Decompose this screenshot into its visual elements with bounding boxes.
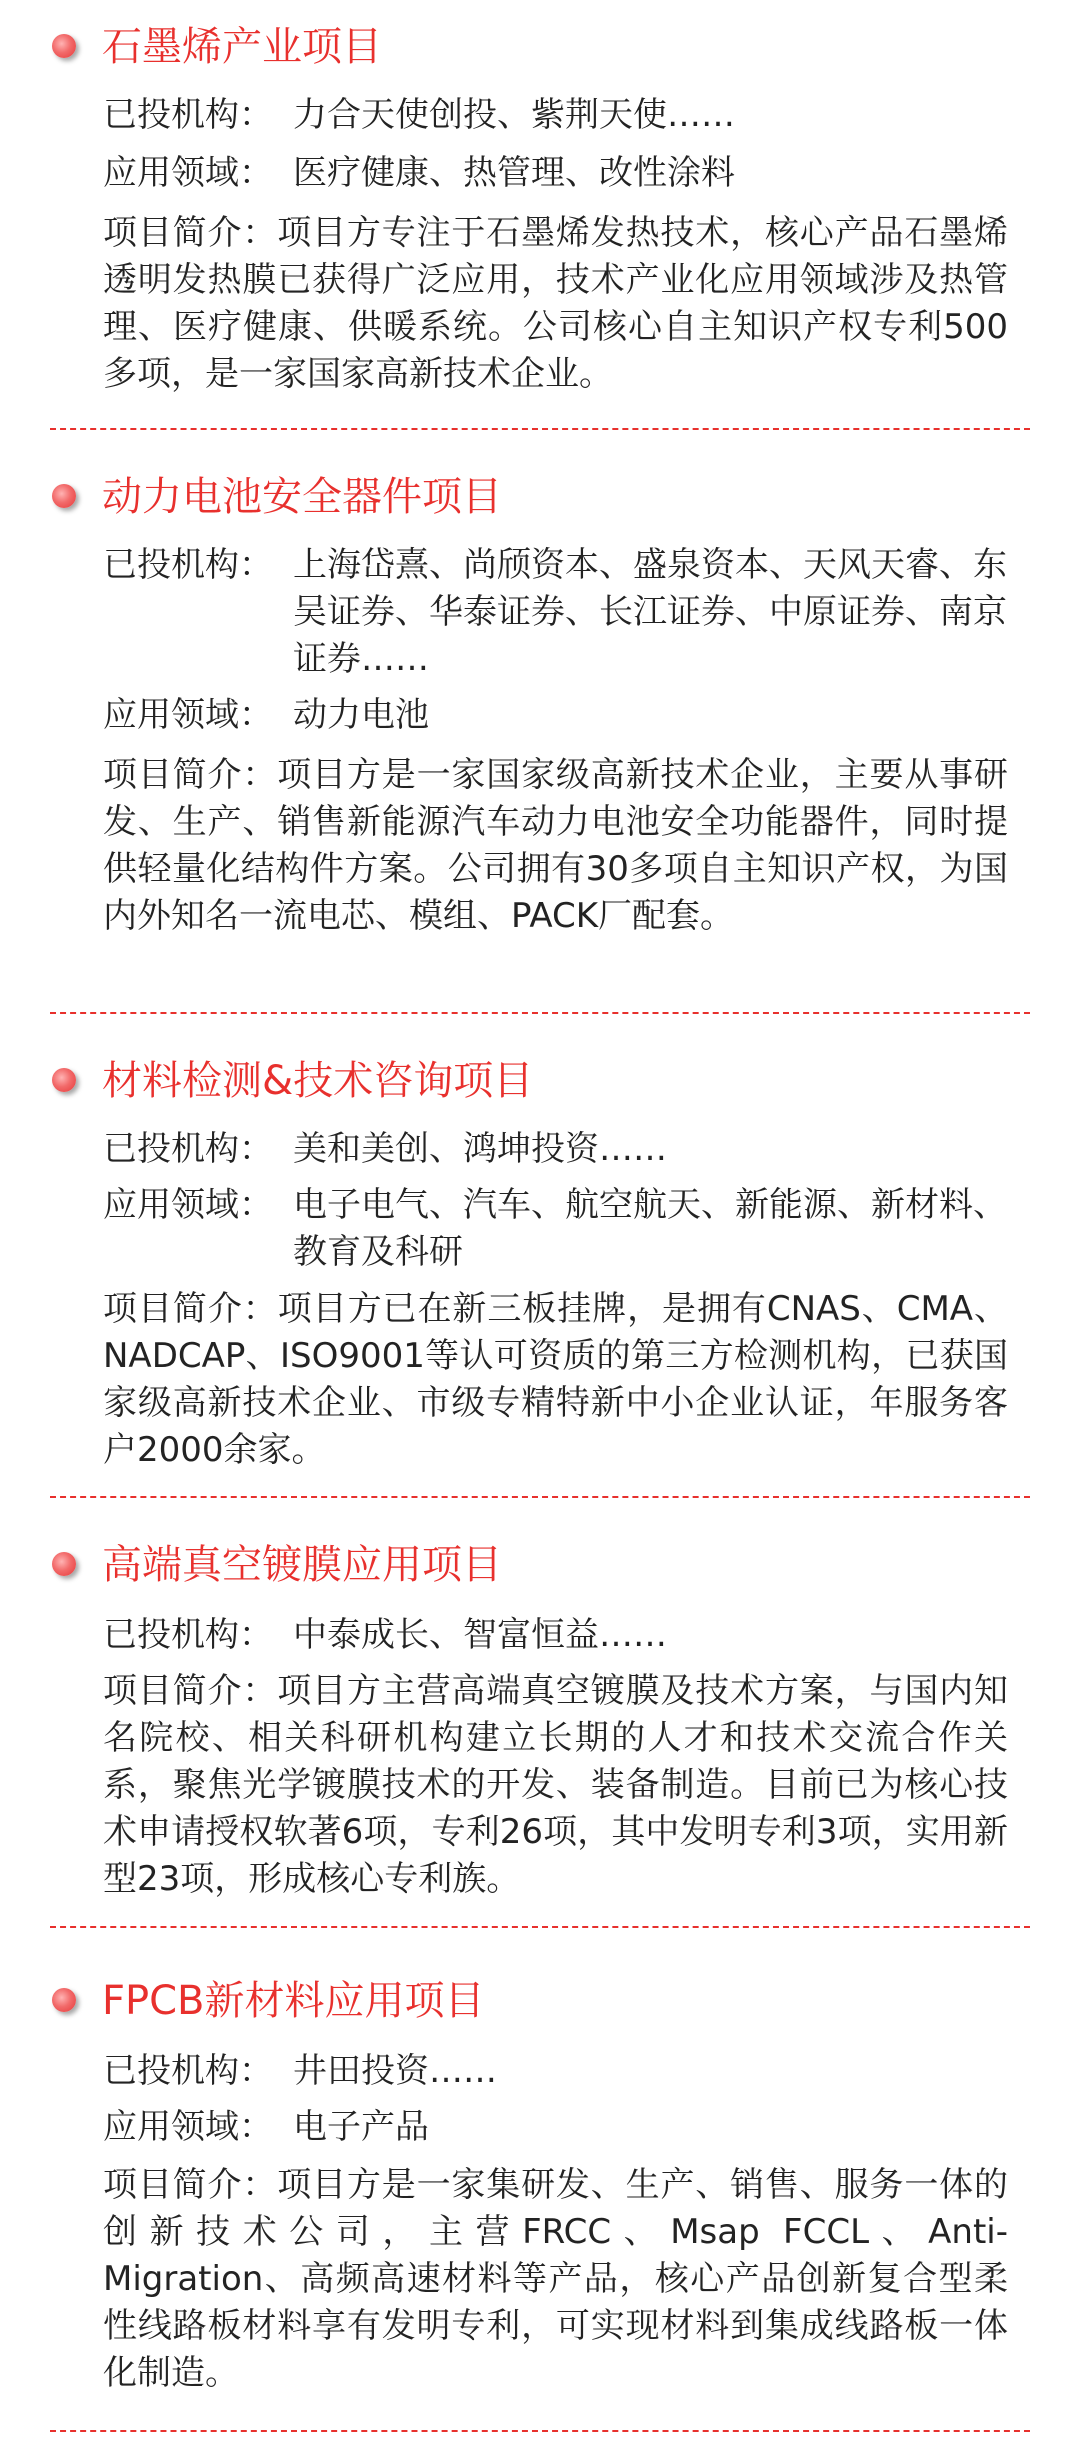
application-value: 电子电气、汽车、航空航天、新能源、新材料、教育及科研 (293, 1185, 1007, 1272)
intro-field (103, 2162, 1008, 2397)
bullet-dot-icon (52, 1988, 76, 2012)
intro-text: 项目方是一家国家级高新技术企业，主要从事研发、生产、销售新能源汽车动力电池安全功能器件，同时提供轻量化结构件方案。公司拥有30多项自主知识产权，为国内外知名一流电芯、模组、PACK厂配套。 (103, 755, 1009, 936)
investors-value: 美和美创、鸿坤投资…… (293, 1129, 667, 1169)
bullet-dot-icon (52, 484, 76, 508)
project-title: FPCB新材料应用项目 (102, 1978, 485, 2024)
application-field (103, 1182, 1008, 1276)
investors-label: 已投机构： (103, 95, 273, 135)
bullet-dot-icon (52, 34, 76, 58)
section-divider (50, 1496, 1030, 1498)
investors-field (103, 542, 1008, 683)
bullet-dot-icon (52, 1552, 76, 1576)
application-field (103, 2104, 1008, 2151)
intro-field (103, 752, 1008, 940)
application-value: 医疗健康、热管理、改性涂料 (293, 153, 735, 193)
investors-label: 已投机构： (103, 1129, 273, 1169)
intro-field (103, 210, 1008, 398)
investors-field (103, 92, 1008, 139)
section-divider (50, 428, 1030, 430)
intro-text: 项目方已在新三板挂牌，是拥有CNAS、CMA、NADCAP、ISO9001等认可资质的第三方检测机构，已获国家级高新技术企业、市级专精特新中小企业认证，年服务客户2000余家。 (103, 1289, 1009, 1470)
intro-text: 项目方是一家集研发、生产、销售、服务一体的创新技术公司，主营FRCC、Msap FCCL、Anti-Migration、高频高速材料等产品，核心产品创新复合型柔性线路板材料享有发明专利，可实现材料到集成线路板一体化制造。 (103, 2165, 1009, 2393)
section-divider (50, 2430, 1030, 2432)
application-label: 应用领域： (103, 2107, 273, 2147)
investors-value: 上海岱熹、尚颀资本、盛泉资本、天风天睿、东吴证券、华泰证券、长江证券、中原证券、南京证券…… (293, 545, 1007, 679)
application-label: 应用领域： (103, 695, 273, 735)
investors-value: 井田投资…… (293, 2051, 497, 2091)
investors-label: 已投机构： (103, 2051, 273, 2091)
investors-value: 中泰成长、智富恒益…… (293, 1615, 667, 1655)
project-title: 高端真空镀膜应用项目 (102, 1542, 502, 1588)
application-label: 应用领域： (103, 153, 273, 193)
application-label: 应用领域： (103, 1185, 273, 1225)
section-divider (50, 1012, 1030, 1014)
project-title-row (50, 1972, 1050, 2032)
application-value: 动力电池 (293, 695, 429, 735)
intro-text: 项目方主营高端真空镀膜及技术方案，与国内知名院校、相关科研机构建立长期的人才和技术交流合作关系，聚焦光学镀膜技术的开发、装备制造。目前已为核心技术申请授权软著6项，专利26项，其中发明专利3项，实用新型23项，形成核心专利族。 (103, 1671, 1009, 1899)
investors-label: 已投机构： (103, 545, 273, 585)
project-title-row (50, 1536, 1050, 1596)
intro-field (103, 1286, 1008, 1474)
project-title-row (50, 1052, 1050, 1112)
investors-value: 力合天使创投、紫荆天使…… (293, 95, 735, 135)
intro-text: 项目方专注于石墨烯发热技术，核心产品石墨烯透明发热膜已获得广泛应用，技术产业化应用领域涉及热管理、医疗健康、供暖系统。公司核心自主知识产权专利500多项，是一家国家高新技术企业。 (103, 213, 1009, 394)
bullet-dot-icon (52, 1068, 76, 1092)
project-title-row (50, 468, 1050, 528)
project-title: 材料检测&技术咨询项目 (102, 1058, 534, 1104)
intro-label: 项目简介： (103, 1289, 278, 1329)
project-title: 动力电池安全器件项目 (102, 474, 502, 520)
investors-field (103, 1126, 1008, 1173)
application-field (103, 692, 1008, 739)
application-value: 电子产品 (293, 2107, 429, 2147)
investors-field (103, 2048, 1008, 2095)
intro-label: 项目简介： (103, 213, 278, 253)
investors-field (103, 1612, 1008, 1659)
intro-label: 项目简介： (103, 1671, 278, 1711)
intro-field (103, 1668, 1008, 1903)
project-title: 石墨烯产业项目 (102, 24, 382, 70)
section-divider (50, 1926, 1030, 1928)
intro-label: 项目简介： (103, 2165, 278, 2205)
project-title-row (50, 18, 1050, 78)
application-field (103, 150, 1008, 197)
investors-label: 已投机构： (103, 1615, 273, 1655)
intro-label: 项目简介： (103, 755, 278, 795)
